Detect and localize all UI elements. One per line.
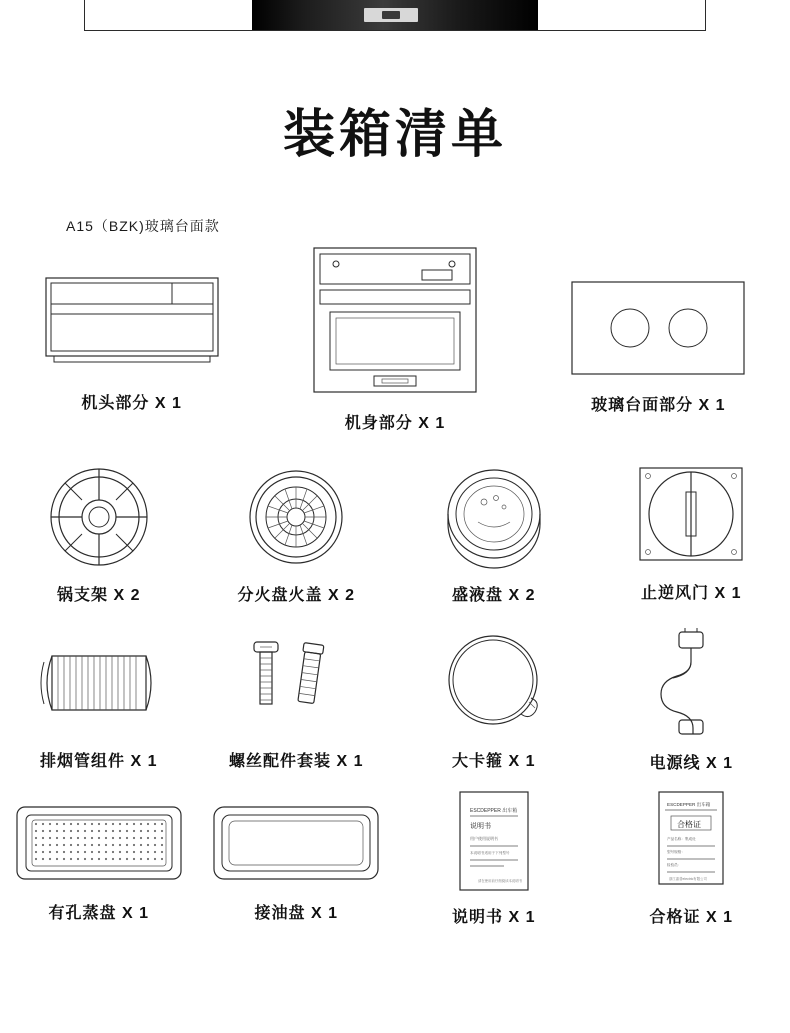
list-item — [593, 628, 790, 788]
power-cord-icon — [641, 628, 741, 740]
item-qty: X 1 — [154, 395, 182, 412]
list-item — [527, 240, 790, 450]
svg-text:产品名称：集成灶: 产品名称：集成灶 — [667, 837, 696, 841]
item-qty: X 1 — [418, 415, 446, 432]
item-name: 螺丝配件套装 — [229, 753, 332, 770]
item-qty: X 1 — [508, 753, 536, 770]
item-qty: X 1 — [705, 909, 733, 926]
large-clamp-icon — [439, 628, 549, 738]
exhaust-duct-icon — [34, 628, 164, 738]
list-item — [0, 240, 263, 450]
list-item — [0, 790, 198, 950]
item-name: 合格证 — [649, 909, 701, 926]
list-item — [395, 462, 593, 622]
item-qty: X 1 — [121, 905, 149, 922]
list-item-caption — [650, 750, 733, 773]
pot-rack-icon — [34, 462, 164, 572]
list-item — [593, 462, 790, 622]
item-qty: X 1 — [705, 755, 733, 772]
drip-tray-icon — [434, 462, 554, 572]
item-name: 大卡箍 — [452, 753, 504, 770]
item-row-3 — [0, 628, 790, 788]
perforated-steam-tray-icon — [14, 804, 184, 890]
list-item-caption — [49, 900, 149, 923]
item-name: 盛液盘 — [452, 587, 504, 604]
list-item — [593, 790, 790, 950]
range-hood-head-icon — [42, 240, 222, 380]
list-item-caption — [452, 748, 535, 771]
svg-text:浙江嘉普electric有限公司: 浙江嘉普electric有限公司 — [669, 877, 708, 881]
list-item-caption — [591, 392, 725, 415]
list-item-caption — [40, 748, 157, 771]
item-qty: X 2 — [113, 587, 141, 604]
banner-black-panel — [252, 0, 538, 30]
item-name: 止逆风门 — [641, 585, 710, 602]
svg-text:检验员：: 检验员： — [667, 863, 682, 867]
list-item — [263, 240, 526, 450]
oil-drip-pan-icon — [211, 804, 381, 890]
svg-text:ESCDEPPER 出车箱: ESCDEPPER 出车箱 — [667, 802, 711, 807]
list-item-caption — [255, 900, 338, 923]
certificate-icon — [651, 790, 731, 894]
item-name: 电源线 — [649, 755, 701, 772]
page-title: 装箱清单 — [282, 105, 507, 165]
item-qty: X 2 — [327, 587, 355, 604]
list-item — [0, 462, 198, 622]
list-item-caption — [650, 904, 733, 927]
item-qty: X 1 — [698, 397, 726, 414]
item-qty: X 1 — [508, 909, 536, 926]
item-name: 分火盘火盖 — [237, 587, 323, 604]
svg-text:型号规格：: 型号规格： — [667, 850, 686, 854]
list-item-caption — [238, 582, 355, 605]
svg-text:ESCDEPPER 出车箱: ESCDEPPER 出车箱 — [469, 808, 517, 814]
list-item — [198, 462, 396, 622]
item-name: 排烟管组件 — [40, 753, 126, 770]
list-item — [198, 628, 396, 788]
item-qty: X 1 — [310, 905, 338, 922]
list-item-caption — [81, 390, 181, 413]
svg-text:用户使用说明书: 用户使用说明书 — [469, 836, 498, 841]
item-name: 有孔蒸盘 — [48, 905, 117, 922]
item-row-4 — [0, 790, 790, 950]
item-name: 接油盘 — [254, 905, 306, 922]
svg-text:本说明书适用于下列型号: 本说明书适用于下列型号 — [469, 851, 510, 855]
svg-text:请在使用前仔细阅读本说明书: 请在使用前仔细阅读本说明书 — [477, 879, 522, 883]
list-item — [395, 790, 593, 950]
product-banner — [0, 0, 790, 36]
list-item-caption — [452, 582, 535, 605]
item-qty: X 1 — [130, 753, 158, 770]
item-name: 锅支架 — [57, 587, 109, 604]
manual-booklet-icon — [454, 790, 534, 894]
list-item-caption — [57, 582, 140, 605]
list-item-caption — [452, 904, 535, 927]
svg-text:合格证: 合格证 — [677, 820, 702, 829]
banner-display-icon — [364, 8, 418, 22]
item-row-1 — [0, 240, 790, 450]
item-qty: X 1 — [714, 585, 742, 602]
glass-cooktop-icon — [568, 278, 748, 382]
item-name: 机头部分 — [81, 395, 150, 412]
list-item — [0, 628, 198, 788]
item-qty: X 2 — [508, 587, 536, 604]
list-item-caption — [641, 580, 741, 603]
check-valve-icon — [636, 462, 746, 570]
list-item — [198, 790, 396, 950]
list-item-caption — [345, 410, 445, 433]
item-name: 玻璃台面部分 — [591, 397, 694, 414]
item-name: 说明书 — [452, 909, 504, 926]
list-item-caption — [229, 748, 363, 771]
item-qty: X 1 — [336, 753, 364, 770]
model-note: A15（BZK)玻璃台面款 — [66, 218, 220, 234]
list-item — [395, 628, 593, 788]
screw-kit-icon — [236, 628, 356, 738]
item-row-2 — [0, 462, 790, 622]
burner-cap-icon — [231, 462, 361, 572]
item-name: 机身部分 — [344, 415, 413, 432]
svg-text:说明书: 说明书 — [469, 823, 491, 830]
oven-body-icon — [300, 240, 490, 400]
